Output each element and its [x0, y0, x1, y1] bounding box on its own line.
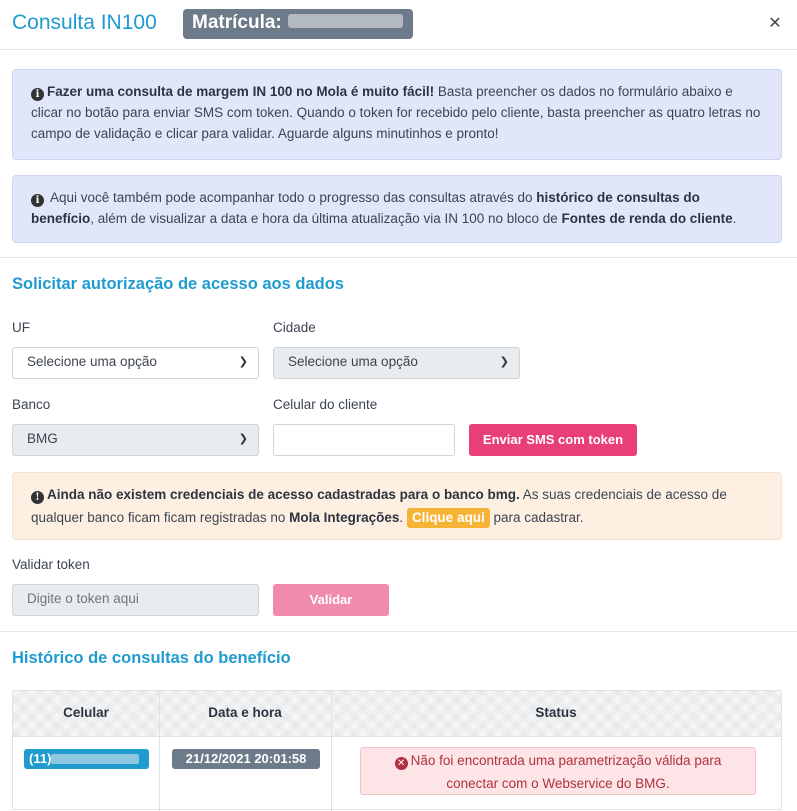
- warning-text-1: As suas credenciais de acesso de qualquer banco ficam ficam registradas no: [31, 487, 727, 525]
- matricula-label: Matrícula:: [192, 12, 282, 33]
- info-how-to-bold: Fazer uma consulta de margem IN 100 no Mola é muito fácil!: [47, 84, 435, 99]
- column-header-celular: Celular: [63, 705, 109, 720]
- column-divider: [331, 691, 332, 811]
- datetime-badge: 21/12/2021 20:01:58: [172, 749, 320, 769]
- register-credentials-link[interactable]: Clique aqui: [407, 508, 490, 528]
- exclamation-icon: !: [31, 491, 44, 504]
- error-icon: ✕: [395, 757, 408, 770]
- history-link-text: histórico de consultas do benefício: [31, 190, 700, 226]
- info-icon: i: [31, 88, 44, 101]
- validar-button[interactable]: Validar: [273, 584, 389, 616]
- celular-badge: [24, 749, 149, 769]
- credentials-warning: [12, 472, 782, 540]
- divider: [0, 631, 797, 632]
- section-title-history: Histórico de consultas do benefício: [12, 649, 291, 667]
- matricula-redacted: [288, 14, 403, 28]
- celular-label: Celular do cliente: [273, 397, 378, 412]
- close-button[interactable]: ✕: [768, 15, 782, 32]
- celular-prefix: (11): [29, 751, 52, 766]
- warning-text-3: para cadastrar.: [489, 510, 584, 525]
- cidade-select-value: Selecione uma opção: [288, 354, 418, 369]
- info-history-text-3: .: [732, 211, 737, 226]
- matricula-badge: [183, 9, 413, 39]
- banco-select[interactable]: [12, 424, 259, 456]
- status-error: [360, 747, 756, 795]
- chevron-down-icon: ❯: [238, 433, 248, 445]
- uf-label: UF: [12, 320, 30, 335]
- divider: [0, 257, 797, 258]
- celular-input[interactable]: [273, 424, 455, 456]
- modal-title: Consulta IN100: [12, 11, 157, 34]
- warning-text-2: .: [399, 510, 407, 525]
- banco-select-value: BMG: [27, 431, 58, 446]
- uf-select-value: Selecione uma opção: [27, 354, 157, 369]
- chevron-down-icon: ❯: [499, 356, 509, 368]
- info-box-history: [12, 175, 782, 243]
- celular-redacted: [51, 754, 139, 764]
- column-divider: [159, 691, 160, 811]
- income-sources-text: Fontes de renda do cliente: [561, 211, 733, 226]
- info-icon: i: [31, 194, 44, 207]
- mola-integracoes-text: Mola Integrações: [289, 510, 400, 525]
- info-history-text-1: Aqui você também pode acompanhar todo o progresso das consultas através do: [47, 190, 537, 205]
- section-title-authorization: Solicitar autorização de acesso aos dados: [12, 275, 344, 293]
- validar-token-label: Validar token: [12, 557, 90, 572]
- table-header: [13, 691, 781, 737]
- send-sms-button[interactable]: Enviar SMS com token: [469, 424, 637, 456]
- cidade-label: Cidade: [273, 320, 316, 335]
- column-header-data-hora: Data e hora: [208, 705, 282, 720]
- status-text: Não foi encontrada uma parametrização válida para conectar com o Webservice do BMG.: [410, 753, 722, 791]
- banco-label: Banco: [12, 397, 51, 412]
- token-input[interactable]: Digite o token aqui: [12, 584, 259, 616]
- warning-bold: Ainda não existem credenciais de acesso cadastradas para o banco bmg.: [47, 487, 520, 502]
- info-box-how-to: [12, 69, 782, 160]
- modal-header: [0, 0, 797, 50]
- info-how-to-text: Basta preencher os dados no formulário abaixo e clicar no botão para enviar SMS com token. Quando o token for recebido pelo cliente, basta preencher as quatro letras no campo de validação e clicar para validar. Aguarde alguns minutinhos e pronto!: [31, 84, 761, 141]
- history-table: [12, 690, 782, 810]
- uf-select[interactable]: [12, 347, 259, 379]
- chevron-down-icon: ❯: [238, 356, 248, 368]
- column-header-status: Status: [535, 705, 577, 720]
- info-history-text-2: , além de visualizar a data e hora da última atualização via IN 100 no bloco de: [90, 211, 562, 226]
- cidade-select[interactable]: [273, 347, 520, 379]
